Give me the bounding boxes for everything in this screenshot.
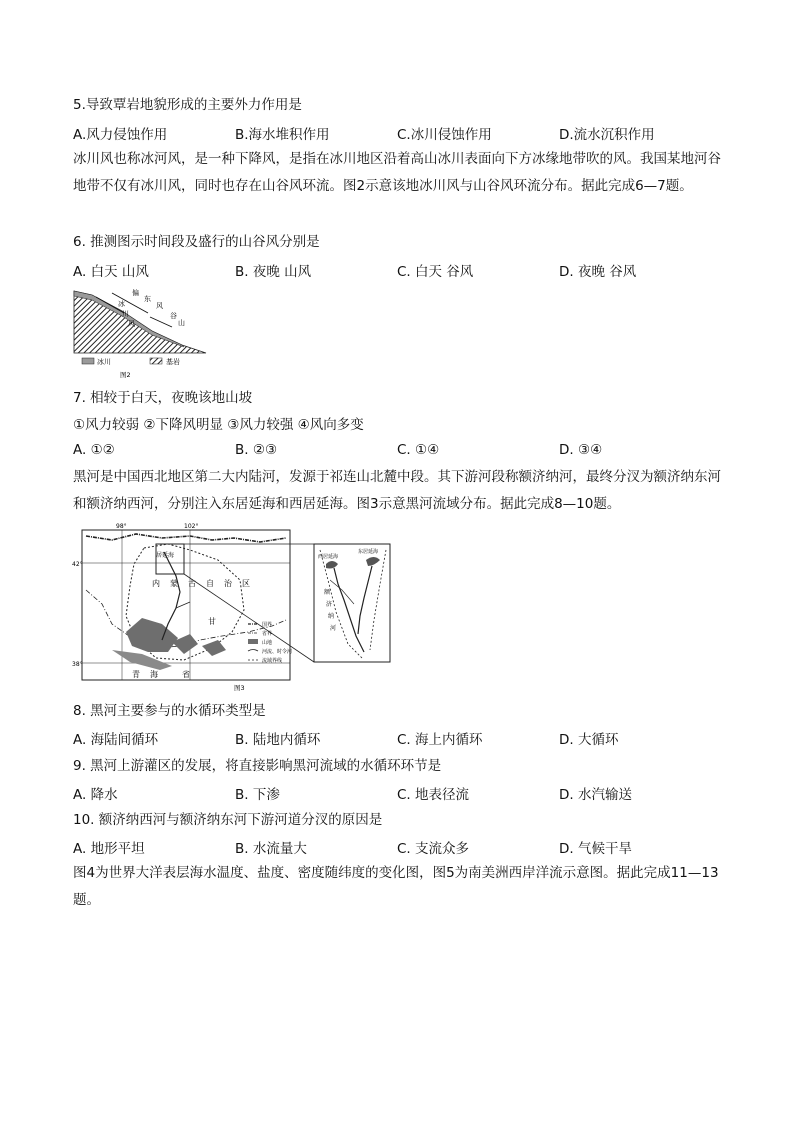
fig3-region-label: 蒙 — [170, 579, 178, 588]
fig3-region-label: 区 — [242, 579, 250, 588]
fig2-legend-glacier: 冰川 — [97, 358, 111, 366]
fig3-lon-label: 98° — [116, 523, 127, 530]
fig3-region-label: 青 — [132, 670, 140, 679]
fig3-caption: 图3 — [234, 684, 245, 692]
q7-option-d[interactable]: D. ③④ — [559, 442, 603, 458]
q7-option-b[interactable]: B. ②③ — [235, 442, 278, 458]
q8-option-b[interactable]: B. 陆地内循环 — [235, 732, 321, 748]
q8-stem: 8. 黑河主要参与的水循环类型是 — [73, 703, 266, 719]
fig3-region-label: 自 — [206, 579, 214, 588]
q5-option-b[interactable]: B.海水堆积作用 — [235, 127, 330, 143]
q8-option-a[interactable]: A. 海陆间循环 — [73, 732, 159, 748]
q8-option-d[interactable]: D. 大循环 — [559, 732, 619, 748]
fig3-lat-label: 42° — [72, 561, 83, 568]
fig3-inset-label: 纳 — [328, 613, 335, 620]
fig3-legend-item: 河流、时令河 — [262, 649, 293, 655]
fig2-label: 风 — [128, 320, 135, 328]
fig3-legend-mountain-swatch — [248, 639, 258, 644]
fig2-label: 川 — [122, 310, 129, 318]
figure-3-heihe-basin-map — [72, 520, 394, 692]
figure-2-glacier-wind-diagram — [72, 285, 212, 381]
q7-option-c[interactable]: C. ①④ — [397, 442, 440, 458]
q9-stem: 9. 黑河上游灌区的发展，将直接影响黑河流域的水循环环节是 — [73, 758, 442, 774]
fig3-region-label: 古 — [188, 579, 196, 588]
fig3-legend-item: 流域界线 — [262, 658, 283, 664]
fig3-inset-label: 东居延海 — [358, 549, 379, 555]
q5-option-a[interactable]: A.风力侵蚀作用 — [73, 127, 168, 143]
fig3-lat-label: 38° — [72, 661, 83, 668]
fig2-label: 谷 — [170, 312, 177, 320]
q9-option-c[interactable]: C. 地表径流 — [397, 787, 470, 803]
q5-stem: 5.导致覃岩地貌形成的主要外力作用是 — [73, 97, 302, 113]
passage-ocean-figures: 图4为世界大洋表层海水温度、盐度、密度随纬度的变化图，图5为南美洲西岸洋流示意图。据此完成11—13题。 — [73, 865, 719, 908]
fig2-label: 冰 — [118, 300, 125, 308]
passage-heihe-river: 黑河是中国西北地区第二大内陆河，发源于祁连山北麓中段。其下游河段称额济纳河，最终分汊为额济纳东河和额济纳西河，分别注入东居延海和西居延海。图3示意黑河流域分布。据此完成8—10题。 — [73, 469, 721, 512]
fig2-label: 偏 — [132, 289, 139, 297]
q10-option-a[interactable]: A. 地形平坦 — [73, 841, 145, 857]
fig3-inset-label: 河 — [330, 625, 337, 632]
q10-options — [73, 837, 733, 857]
q5-option-c[interactable]: C.冰川侵蚀作用 — [397, 127, 492, 143]
q10-stem: 10. 额济纳西河与额济纳东河下游河道分汊的原因是 — [73, 812, 383, 828]
fig3-inset-label: 济 — [326, 601, 333, 608]
fig3-legend-item: 山地 — [262, 640, 273, 646]
fig3-region-label: 海 — [150, 670, 158, 679]
q5-option-d[interactable]: D.流水沉积作用 — [559, 127, 655, 143]
fig3-legend-item: 国界 — [262, 622, 273, 628]
fig3-inset-label: 额 — [324, 589, 331, 596]
q9-options — [73, 783, 733, 803]
passage-glacier-wind: 冰川风也称冰河风，是一种下降风，是指在冰川地区沿着高山冰川表面向下方冰缘地带吹的风。我国某地河谷地带不仅有冰川风，同时也存在山谷风环流。图2示意该地冰川风与山谷风环流分布。据此完成6—7题。 — [73, 151, 721, 194]
q6-stem: 6. 推测图示时间段及盛行的山谷风分别是 — [73, 234, 320, 250]
q5-options — [73, 123, 733, 143]
fig3-region-label: 治 — [224, 579, 232, 588]
q6-option-b[interactable]: B. 夜晚 山风 — [235, 264, 312, 280]
legend-bedrock-swatch — [150, 358, 162, 364]
q10-option-b[interactable]: B. 水流量大 — [235, 841, 307, 857]
fig3-region-label: 省 — [182, 670, 190, 679]
q6-options — [73, 260, 733, 280]
fig2-label: 山 — [178, 319, 185, 327]
legend-glacier-swatch — [82, 358, 94, 364]
q8-options — [73, 728, 733, 748]
fig2-label: 风 — [156, 302, 163, 310]
q8-option-c[interactable]: C. 海上内循环 — [397, 732, 483, 748]
fig2-label: 东 — [144, 295, 151, 303]
fig3-region-label: 甘 — [208, 617, 216, 626]
q6-option-c[interactable]: C. 白天 谷风 — [397, 264, 474, 280]
q7-statements: ①风力较弱 ②下降风明显 ③风力较强 ④风向多变 — [73, 417, 364, 433]
fig3-region-label: 内 — [152, 579, 160, 588]
q10-option-d[interactable]: D. 气候干旱 — [559, 841, 632, 857]
q7-options — [73, 442, 733, 462]
fig2-legend-bedrock: 基岩 — [166, 358, 180, 366]
q9-option-a[interactable]: A. 降水 — [73, 787, 118, 803]
fig3-region-label: 居延海 — [156, 552, 175, 559]
q6-option-a[interactable]: A. 白天 山风 — [73, 264, 149, 280]
q9-option-b[interactable]: B. 下渗 — [235, 787, 280, 803]
q7-option-a[interactable]: A. ①② — [73, 442, 115, 458]
fig3-lon-label: 102° — [184, 523, 199, 530]
q10-option-c[interactable]: C. 支流众多 — [397, 841, 470, 857]
fig3-legend-item: 省界 — [262, 631, 273, 637]
q6-option-d[interactable]: D. 夜晚 谷风 — [559, 264, 637, 280]
q9-option-d[interactable]: D. 水汽输送 — [559, 787, 632, 803]
q7-stem: 7. 相较于白天，夜晚该地山坡 — [73, 390, 253, 406]
fig3-inset-label: 西居延海 — [318, 554, 339, 560]
fig2-caption: 图2 — [120, 371, 131, 379]
